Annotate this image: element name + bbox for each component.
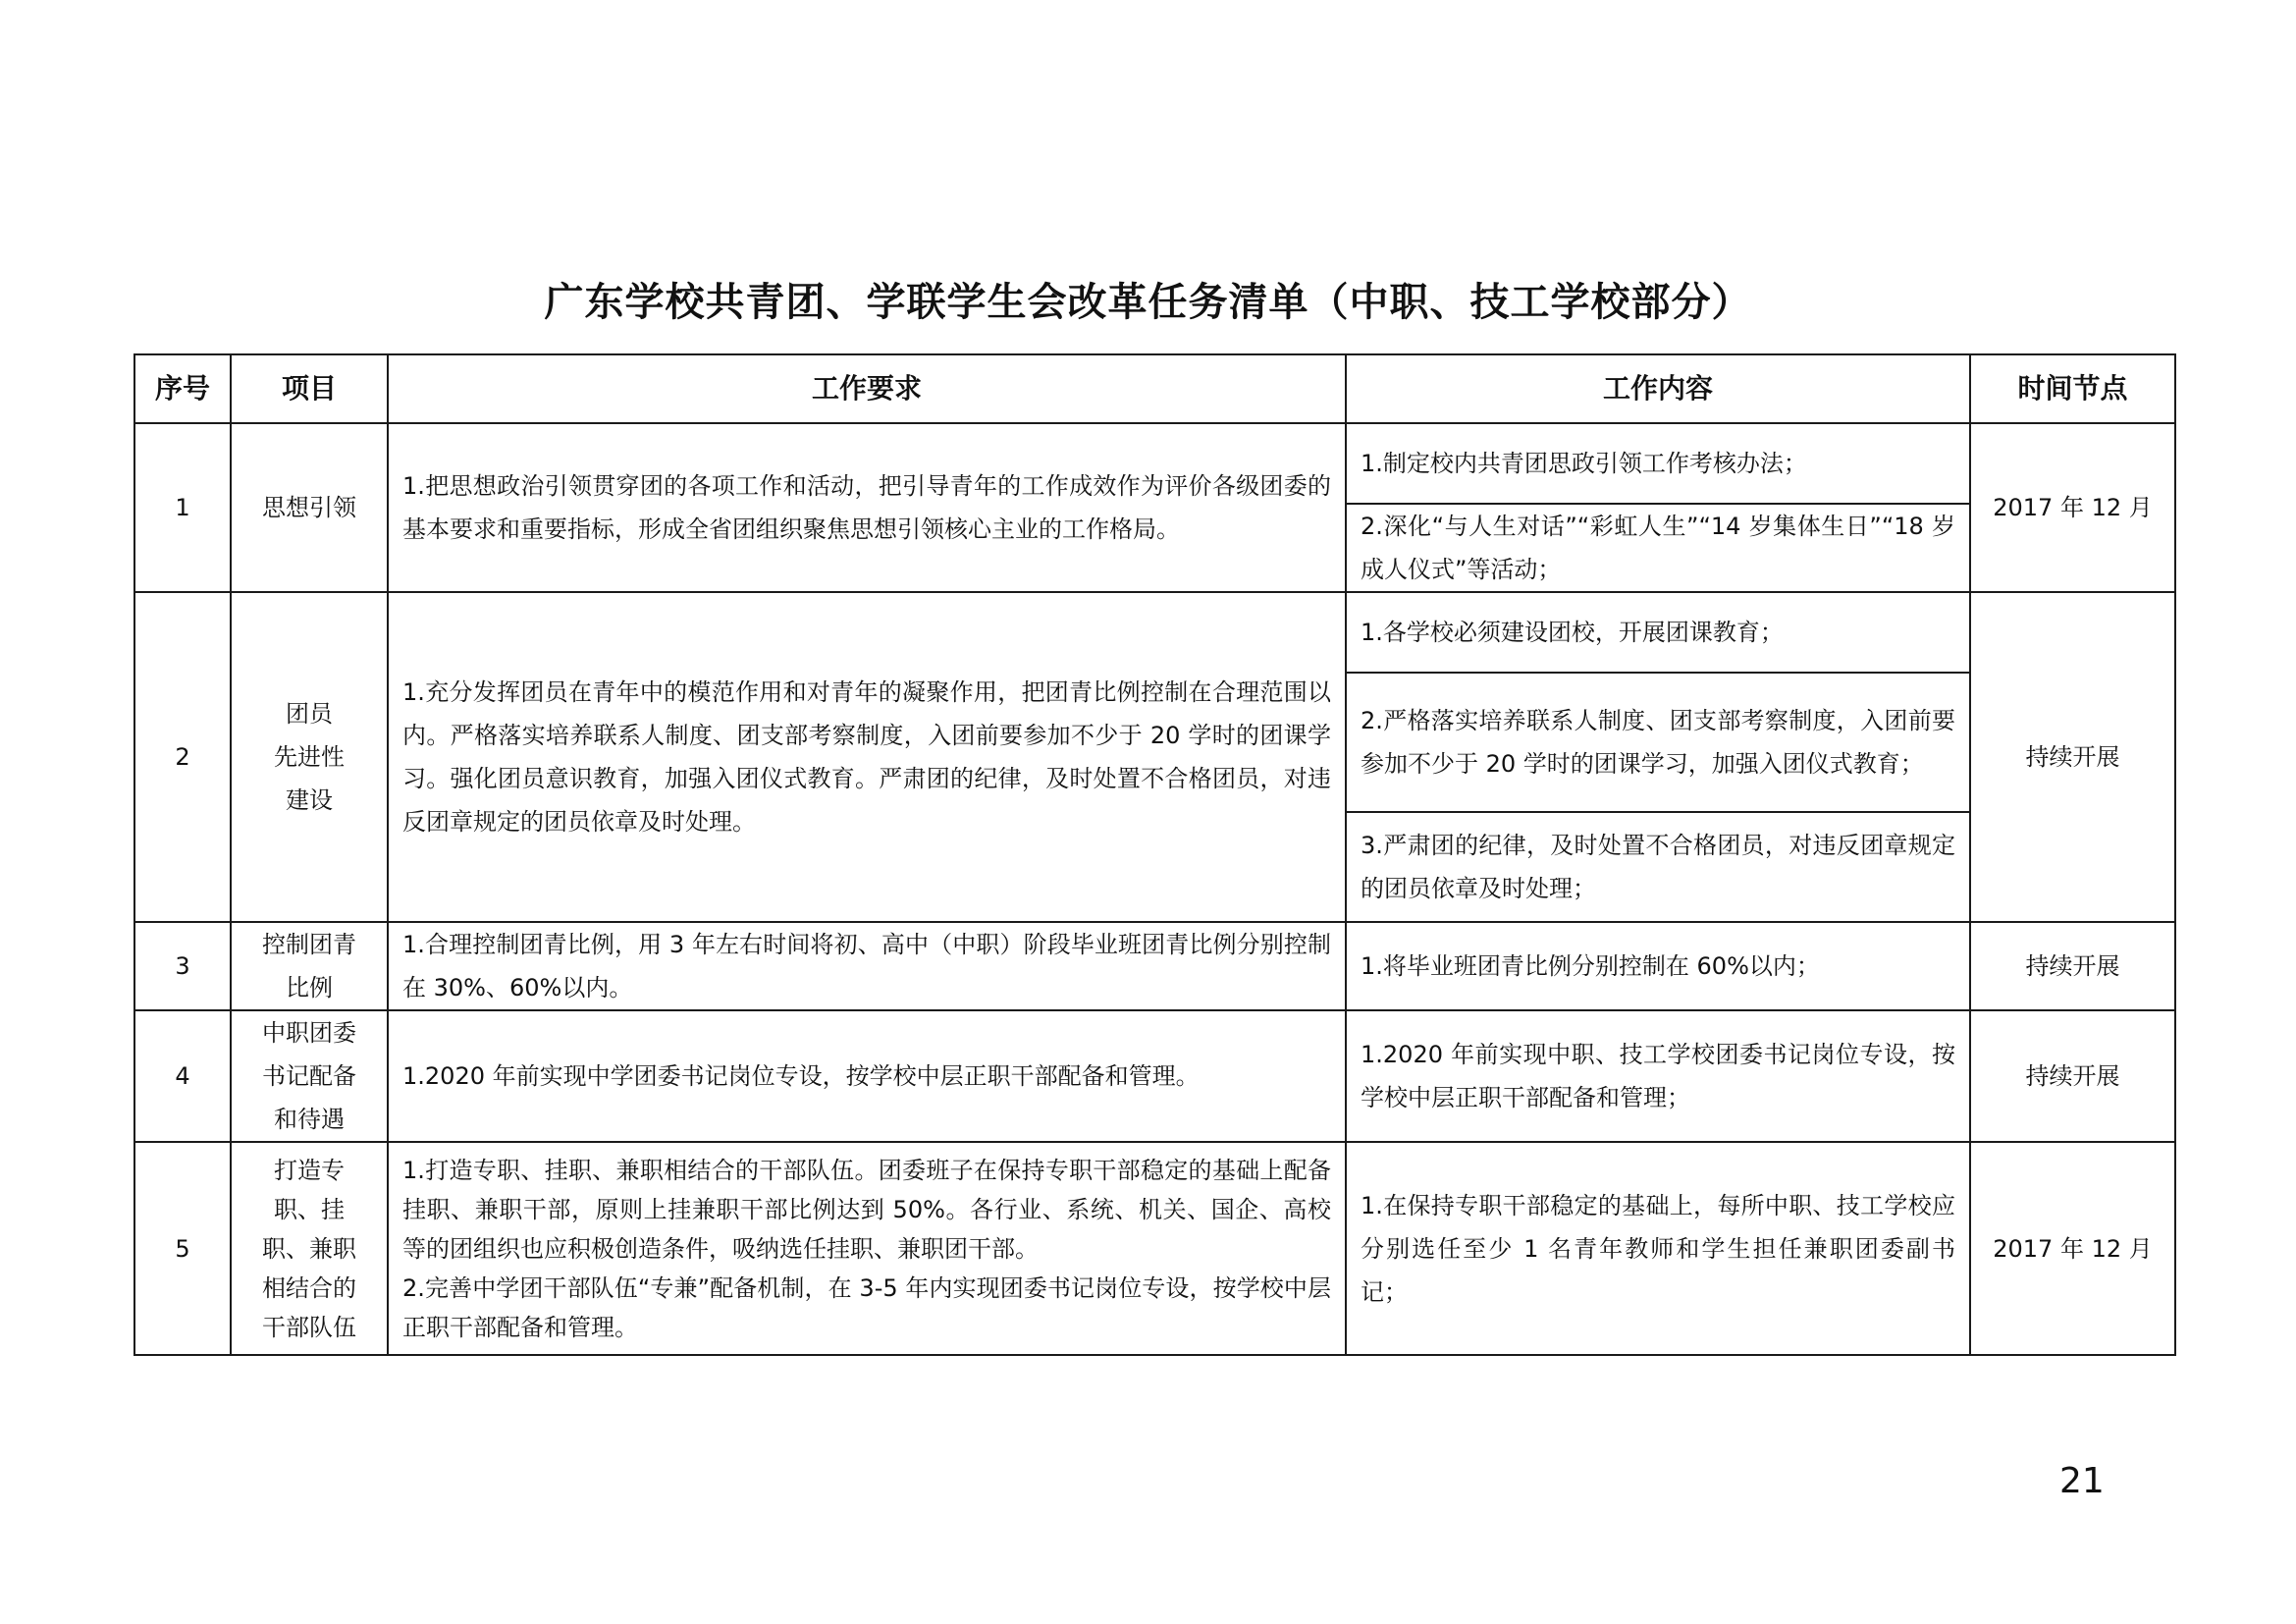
row-number: 3: [134, 922, 231, 1010]
row-number: 2: [134, 592, 231, 922]
table-row: [134, 423, 2175, 504]
row-content: 3.严肃团的纪律，及时处置不合格团员，对违反团章规定的团员依章及时处理；: [1346, 812, 1970, 922]
header-item: 项目: [231, 354, 388, 423]
row-number: 4: [134, 1010, 231, 1142]
row-number: 5: [134, 1142, 231, 1355]
row-requirement-paragraph: 2.完善中学团干部队伍“专兼”配备机制，在 3-5 年内实现团委书记岗位专设，按学校中层正职干部配备和管理。: [402, 1273, 1331, 1341]
row-content: 1.2020 年前实现中职、技工学校团委书记岗位专设，按学校中层正职干部配备和管理；: [1346, 1010, 1970, 1142]
row-item-line: 干部队伍: [262, 1313, 356, 1341]
row-item-line: 控制团青: [262, 931, 356, 958]
row-time: 2017 年 12 月: [1970, 1142, 2175, 1355]
row-requirement: [388, 1142, 1346, 1355]
row-content: 1.各学校必须建设团校，开展团课教育；: [1346, 592, 1970, 673]
row-item-line: 比例: [286, 974, 333, 1001]
row-content: 1.将毕业班团青比例分别控制在 60%以内；: [1346, 922, 1970, 1010]
row-item-line: 先进性: [274, 743, 345, 771]
document-title: 广东学校共青团、学联学生会改革任务清单（中职、技工学校部分）: [544, 279, 1752, 325]
row-item-line: 团员: [286, 700, 333, 728]
table-row: [134, 592, 2175, 673]
row-time: 2017 年 12 月: [1970, 423, 2175, 592]
row-item-line: 和待遇: [274, 1106, 345, 1133]
row-time: 持续开展: [1970, 1010, 2175, 1142]
row-time: 持续开展: [1970, 922, 2175, 1010]
header-no: 序号: [134, 354, 231, 423]
row-number: 1: [134, 423, 231, 592]
row-item: [231, 592, 388, 922]
row-content: 2.深化“与人生对话”“彩虹人生”“14 岁集体生日”“18 岁成人仪式”等活动；: [1346, 504, 1970, 592]
row-item-line: 相结合的: [262, 1273, 356, 1302]
table-header-row: [134, 354, 2175, 423]
row-item: [231, 922, 388, 1010]
table-row: [134, 1142, 2175, 1355]
row-content: 2.严格落实培养联系人制度、团支部考察制度，入团前要参加不少于 20 学时的团课学习，加强入团仪式教育；: [1346, 673, 1970, 812]
row-requirement: 1.2020 年前实现中学团委书记岗位专设，按学校中层正职干部配备和管理。: [388, 1010, 1346, 1142]
task-table: [133, 353, 2176, 1356]
row-item-line: 打造专: [274, 1156, 345, 1184]
page-number: 21: [2059, 1461, 2105, 1501]
row-item-line: 中职团委: [262, 1019, 356, 1047]
table-row: [134, 1010, 2175, 1142]
row-item-line: 职、挂: [274, 1195, 345, 1223]
row-content: 1.制定校内共青团思政引领工作考核办法；: [1346, 423, 1970, 504]
header-time: 时间节点: [1970, 354, 2175, 423]
row-item-line: 职、兼职: [262, 1234, 356, 1263]
table-row: [134, 922, 2175, 1010]
row-time: 持续开展: [1970, 592, 2175, 922]
row-item: [231, 1010, 388, 1142]
row-item: [231, 1142, 388, 1355]
header-requirement: 工作要求: [388, 354, 1346, 423]
row-content: 1.在保持专职干部稳定的基础上，每所中职、技工学校应分别选任至少 1 名青年教师和学生担任兼职团委副书记；: [1346, 1142, 1970, 1355]
row-item-line: 建设: [286, 786, 333, 814]
row-requirement: 1.合理控制团青比例，用 3 年左右时间将初、高中（中职）阶段毕业班团青比例分别控制在 30%、60%以内。: [388, 922, 1346, 1010]
row-item: 思想引领: [231, 423, 388, 592]
row-item-line: 书记配备: [262, 1062, 356, 1090]
row-requirement: 1.把思想政治引领贯穿团的各项工作和活动，把引导青年的工作成效作为评价各级团委的基本要求和重要指标，形成全省团组织聚焦思想引领核心主业的工作格局。: [388, 423, 1346, 592]
row-requirement-paragraph: 1.打造专职、挂职、兼职相结合的干部队伍。团委班子在保持专职干部稳定的基础上配备挂职、兼职干部，原则上挂兼职干部比例达到 50%。各行业、系统、机关、国企、高校等的团组织也应积极创造条件，吸纳选任挂职、兼职团干部。: [402, 1156, 1331, 1263]
header-content: 工作内容: [1346, 354, 1970, 423]
row-requirement: 1.充分发挥团员在青年中的模范作用和对青年的凝聚作用，把团青比例控制在合理范围以内。严格落实培养联系人制度、团支部考察制度，入团前要参加不少于 20 学时的团课学习。强化团员意识教育，加强入团仪式教育。严肃团的纪律，及时处置不合格团员，对违反团章规定的团员依章及时处理。: [388, 592, 1346, 922]
